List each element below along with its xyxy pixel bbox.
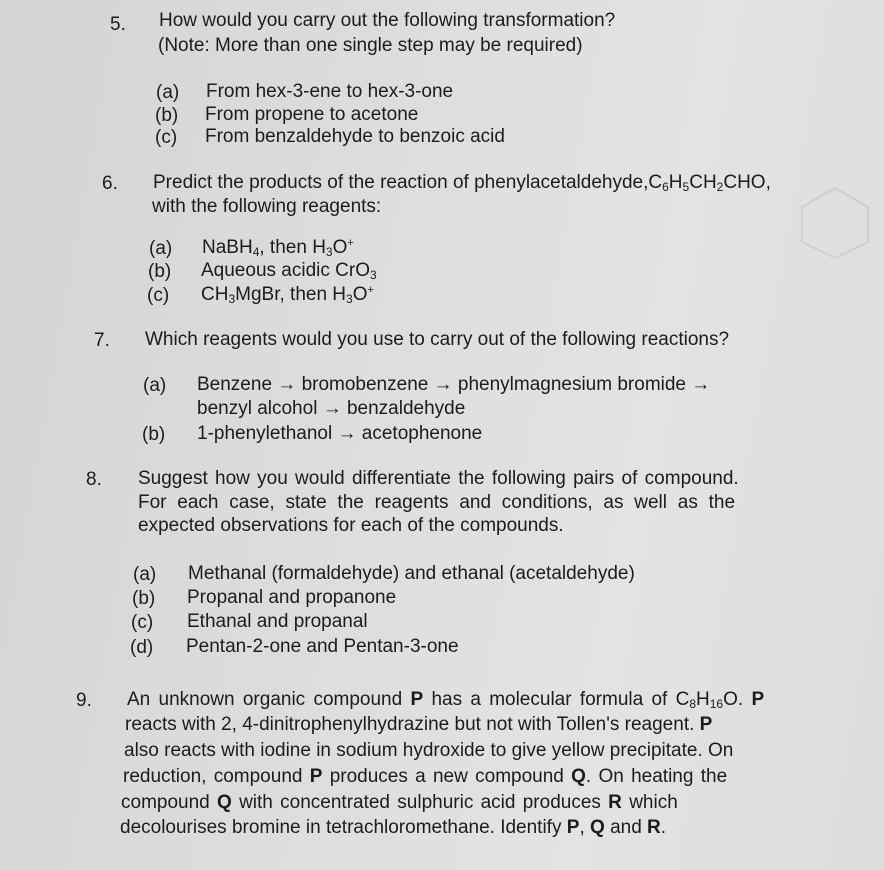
item-label: (b) — [155, 105, 179, 126]
question-text: Predict the products of the reaction of $phenylacetaldehyde,C_6H_5CH_2CHO$, — [153, 172, 771, 194]
item-label: (a) — [133, 564, 157, 585]
question-number: 6. — [102, 173, 118, 194]
question-text-line1: Suggest how you would differentiate the following pairs of compound. — [138, 468, 739, 489]
item-text: Pentan-2-one and Pentan-3-one — [186, 636, 459, 657]
question-text-line3: also reacts with iodine in sodium hydroxide to give yellow precipitate. On — [124, 740, 734, 761]
question-text-line2: For each case, state the reagents and conditions, as well as the — [138, 492, 736, 513]
question-number: 7. — [94, 330, 110, 351]
question-number: 8. — [86, 469, 102, 490]
item-label: (c) — [131, 612, 154, 633]
item-label: (c) — [147, 285, 170, 306]
bleed-through-hexagon-icon — [790, 180, 880, 260]
item-text: 1-phenylethanol → acetophenone — [197, 423, 483, 444]
item-label: (b) — [148, 261, 172, 282]
item-label: (b) — [132, 588, 156, 609]
question-text: Which reagents would you use to carry out of the following reactions? — [145, 329, 730, 350]
question-text: How would you carry out the following transformation? — [159, 10, 616, 31]
item-text: Aqueous acidic CrO$_3$ — [201, 260, 377, 282]
item-text: From hex-3-ene to hex-3-one — [206, 81, 454, 102]
question-text-line5: compound Q with concentrated sulphuric acid produces R which — [121, 792, 678, 813]
item-text: Methanal (formaldehyde) and ethanal (acetaldehyde) — [188, 563, 635, 584]
question-number: 5. — [110, 14, 126, 35]
item-text: NaBH$_4$, then $H_3O^+$ — [202, 237, 354, 259]
item-text: $CH_3MgBr$, then $H_3O^+$ — [201, 284, 374, 306]
question-text-line3: expected observations for each of the compounds. — [138, 515, 564, 536]
item-label: (d) — [130, 637, 154, 658]
item-label: (c) — [155, 127, 178, 148]
question-text-line1: An unknown organic compound P has a molecular formula of $C_8H_{16}O$. P — [127, 689, 765, 711]
item-text: From propene to acetone — [205, 104, 419, 125]
question-note: (Note: More than one single step may be required) — [158, 35, 583, 56]
question-text-line2: reacts with 2, 4-dinitrophenylhydrazine but not with Tollen's reagent. P — [125, 714, 713, 735]
item-text: Benzene → bromobenzene → phenylmagnesium bromide → — [197, 374, 711, 395]
item-label: (a) — [149, 238, 173, 259]
item-label: (b) — [142, 424, 166, 445]
item-label: (a) — [156, 82, 180, 103]
item-label: (a) — [143, 375, 167, 396]
item-text: Propanal and propanone — [187, 587, 397, 608]
item-text-line2: benzyl alcohol → benzaldehyde — [197, 398, 466, 419]
question-number: 9. — [76, 690, 92, 711]
question-text-line6: decolourises bromine in tetrachloromethane. Identify P, Q and R. — [120, 817, 667, 838]
question-text-line2: with the following reagents: — [152, 196, 382, 217]
question-text-line4: reduction, compound P produces a new compound Q. On heating the — [123, 766, 728, 787]
item-text: From benzaldehyde to benzoic acid — [205, 126, 505, 147]
item-text: Ethanal and propanal — [187, 611, 368, 632]
